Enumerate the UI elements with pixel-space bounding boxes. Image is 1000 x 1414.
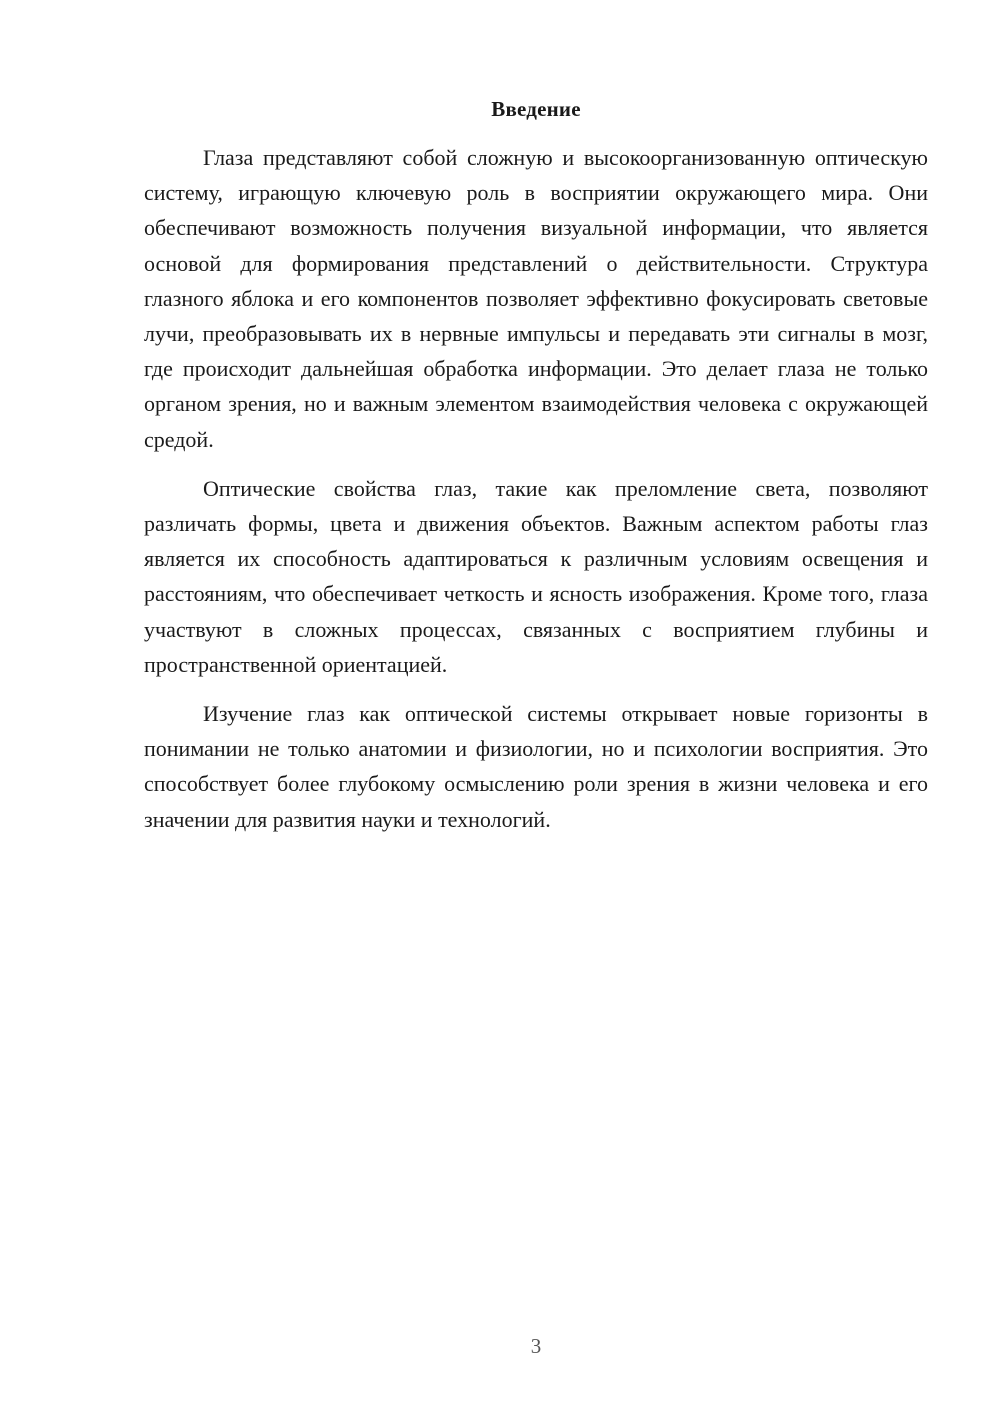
intro-paragraph-3: Изучение глаз как оптической системы открывает новые горизонты в понимании не только анатомии и физиологии, но и психологии восприятия. Это способствует более глубокому осмыслению роли зрения в жизни человека и его значении для развития науки и технологий.	[144, 701, 928, 832]
intro-paragraph-2: Оптические свойства глаз, такие как преломление света, позволяют различать формы, цвета и движения объектов. Важным аспектом работы глаз является их способность адаптироваться к различным условиям освещения и расстояниям, что обеспечивает четкость и ясность изображения. Кроме того, глаза участвуют в сложных процессах, связанных с восприятием глубины и пространственной ориентацией.	[144, 475, 928, 677]
section-heading: Введение	[491, 97, 581, 121]
page-number: 3	[530, 1334, 542, 1358]
page-content	[144, 92, 928, 851]
intro-paragraph-1: Глаза представляют собой сложную и высокоорганизованную оптическую систему, играющую ключевую роль в восприятии окружающего мира. Они обеспечивают возможность получения визуальной информации, что является основой для формирования представлений о действительности. Структура глазного яблока и его компонентов позволяет эффективно фокусировать световые лучи, преобразовывать их в нервные импульсы и передавать эти сигналы в мозг, где происходит дальнейшая обработка информации. Это делает глаза не только органом зрения, но и важным элементом взаимодействия человека с окружающей средой.	[144, 145, 928, 452]
